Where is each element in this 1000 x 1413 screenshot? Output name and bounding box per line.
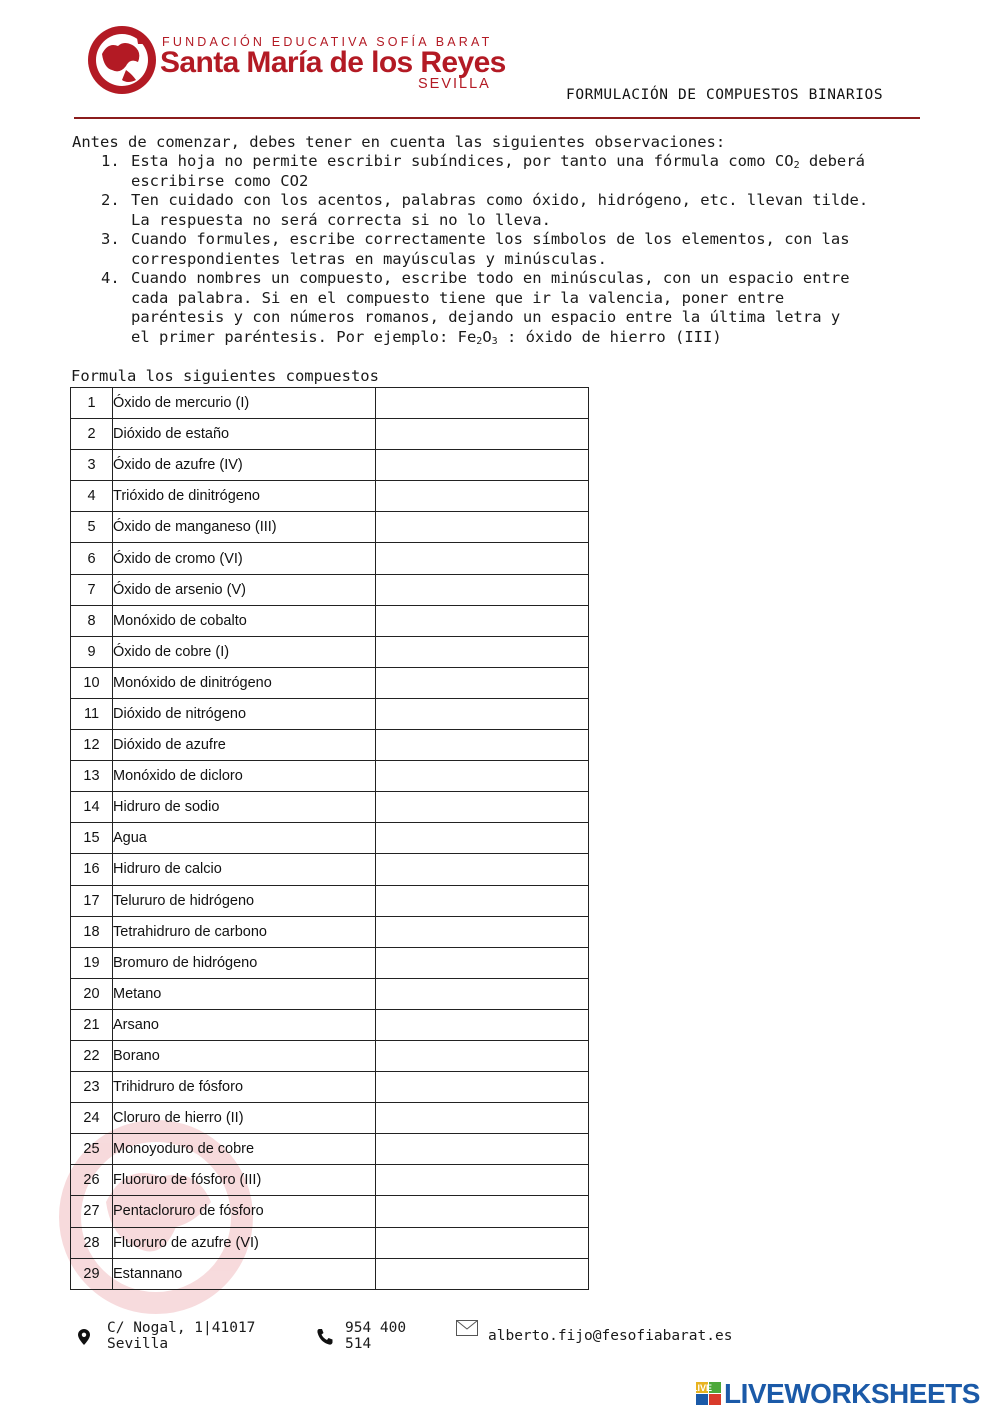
table-row xyxy=(71,1227,589,1258)
logo-school-name: Santa María de los Reyes xyxy=(160,46,506,79)
row-number: 29 xyxy=(71,1258,113,1289)
answer-field[interactable] xyxy=(376,916,589,947)
table-row xyxy=(71,605,589,636)
row-number: 25 xyxy=(71,1134,113,1165)
answer-field[interactable] xyxy=(376,730,589,761)
compound-name: Bromuro de hidrógeno xyxy=(113,947,376,978)
answer-field[interactable] xyxy=(376,1196,589,1227)
row-number: 27 xyxy=(71,1196,113,1227)
answer-field[interactable] xyxy=(376,636,589,667)
phone-text: 954 400 514 xyxy=(345,1320,407,1352)
row-number: 20 xyxy=(71,978,113,1009)
row-number: 28 xyxy=(71,1227,113,1258)
row-number: 6 xyxy=(71,543,113,574)
header-divider xyxy=(74,117,920,119)
answer-field[interactable] xyxy=(376,792,589,823)
table-row xyxy=(71,419,589,450)
answer-field[interactable] xyxy=(376,1009,589,1040)
row-number: 22 xyxy=(71,1040,113,1071)
compound-name: Fluoruro de fósforo (III) xyxy=(113,1165,376,1196)
table-row xyxy=(71,450,589,481)
table-row xyxy=(71,1196,589,1227)
answer-field[interactable] xyxy=(376,1165,589,1196)
observation-text: Cuando formules, escribe correctamente los símbolos de los elementos, con las correspondientes letras en mayúsculas y minúsculas. xyxy=(131,230,850,268)
footer xyxy=(0,1318,1000,1352)
row-number: 12 xyxy=(71,730,113,761)
compound-name: Óxido de cobre (I) xyxy=(113,636,376,667)
table-row xyxy=(71,1165,589,1196)
row-number: 14 xyxy=(71,792,113,823)
table-row xyxy=(71,823,589,854)
compounds-table xyxy=(70,387,589,1290)
answer-field[interactable] xyxy=(376,667,589,698)
table-row xyxy=(71,698,589,729)
observation-text-cont: deberá escribirse como CO2 xyxy=(131,152,865,190)
subscript: 2 xyxy=(793,160,800,171)
brand-text: LIVEWORKSHEETS xyxy=(724,1378,980,1409)
row-number: 8 xyxy=(71,605,113,636)
observation-text: Esta hoja no permite escribir subíndices, por tanto una fórmula como CO xyxy=(131,152,794,170)
liveworksheets-logo-icon xyxy=(691,1382,722,1406)
table-row xyxy=(71,667,589,698)
logo-city: SEVILLA xyxy=(418,76,491,92)
table-row xyxy=(71,854,589,885)
observations-list xyxy=(101,152,961,347)
table-row xyxy=(71,1040,589,1071)
observation-number: 2. xyxy=(101,191,120,209)
compound-name: Monóxido de dicloro xyxy=(113,761,376,792)
table-row xyxy=(71,512,589,543)
table-row xyxy=(71,1134,589,1165)
row-number: 17 xyxy=(71,885,113,916)
compound-name: Óxido de arsenio (V) xyxy=(113,574,376,605)
exercise-heading: Formula los siguientes compuestos xyxy=(71,367,379,385)
compound-name: Óxido de mercurio (I) xyxy=(113,388,376,419)
answer-field[interactable] xyxy=(376,978,589,1009)
page-title: FORMULACIÓN DE COMPUESTOS BINARIOS xyxy=(566,87,884,103)
row-number: 4 xyxy=(71,481,113,512)
email-text[interactable]: alberto.fijo@fesofiabarat.es xyxy=(488,1328,733,1344)
row-number: 10 xyxy=(71,667,113,698)
compound-name: Dióxido de estaño xyxy=(113,419,376,450)
formula-text: O xyxy=(482,327,492,346)
table-row xyxy=(71,1103,589,1134)
observation-item xyxy=(101,191,961,230)
compound-name: Óxido de manganeso (III) xyxy=(113,512,376,543)
subscript: 2 xyxy=(476,335,483,347)
row-number: 1 xyxy=(71,388,113,419)
compound-name: Hidruro de sodio xyxy=(113,792,376,823)
table-row xyxy=(71,916,589,947)
answer-field[interactable] xyxy=(376,543,589,574)
answer-field[interactable] xyxy=(376,698,589,729)
answer-field[interactable] xyxy=(376,1134,589,1165)
observation-number: 1. xyxy=(101,152,120,170)
observation-item xyxy=(101,269,961,347)
observation-text: Cuando nombres un compuesto, escribe todo en minúsculas, con un espacio entre cada palabra. Si en el compuesto tiene que ir la valencia, poner entre paréntesis y con números romanos, dejando un espacio entre la última letra y el primer paréntesis. Por ejemplo: Fe xyxy=(131,269,850,346)
school-logo xyxy=(86,24,506,98)
liveworksheets-brand xyxy=(691,1377,980,1411)
compound-name: Dióxido de nitrógeno xyxy=(113,698,376,729)
observation-text: Ten cuidado con los acentos, palabras como óxido, hidrógeno, etc. llevan tilde. La respuesta no será correcta si no lo lleva. xyxy=(131,191,869,229)
compound-name: Borano xyxy=(113,1040,376,1071)
compound-name: Telururo de hidrógeno xyxy=(113,885,376,916)
address-text: C/ Nogal, 1|41017 Sevilla xyxy=(107,1320,256,1352)
table-row xyxy=(71,947,589,978)
answer-field[interactable] xyxy=(376,854,589,885)
compound-name: Monóxido de dinitrógeno xyxy=(113,667,376,698)
observation-item xyxy=(101,152,961,191)
table-row xyxy=(71,761,589,792)
compound-name: Trihidruro de fósforo xyxy=(113,1072,376,1103)
table-row xyxy=(71,1072,589,1103)
logo-foundation-text: FUNDACIÓN EDUCATIVA SOFÍA BARAT xyxy=(162,35,493,49)
answer-field[interactable] xyxy=(376,1040,589,1071)
compound-name: Hidruro de calcio xyxy=(113,854,376,885)
compound-name: Monóxido de cobalto xyxy=(113,605,376,636)
table-row xyxy=(71,885,589,916)
observation-text-cont: : óxido de hierro (III) xyxy=(497,327,722,346)
row-number: 16 xyxy=(71,854,113,885)
table-row xyxy=(71,574,589,605)
intro-text: Antes de comenzar, debes tener en cuenta las siguientes observaciones: xyxy=(72,133,726,151)
row-number: 9 xyxy=(71,636,113,667)
table-row xyxy=(71,543,589,574)
observation-number: 3. xyxy=(101,230,120,248)
row-number: 18 xyxy=(71,916,113,947)
answer-field[interactable] xyxy=(376,947,589,978)
location-pin-icon xyxy=(78,1329,90,1345)
answer-field[interactable] xyxy=(376,1072,589,1103)
row-number: 11 xyxy=(71,698,113,729)
answer-field[interactable] xyxy=(376,1227,589,1258)
envelope-icon xyxy=(456,1320,478,1336)
globe-logo-icon xyxy=(86,24,158,96)
compound-name: Agua xyxy=(113,823,376,854)
compound-name: Óxido de cromo (VI) xyxy=(113,543,376,574)
row-number: 26 xyxy=(71,1165,113,1196)
compound-name: Metano xyxy=(113,978,376,1009)
table-row xyxy=(71,1009,589,1040)
row-number: 2 xyxy=(71,419,113,450)
compound-name: Pentacloruro de fósforo xyxy=(113,1196,376,1227)
compound-name: Dióxido de azufre xyxy=(113,730,376,761)
row-number: 23 xyxy=(71,1072,113,1103)
answer-field[interactable] xyxy=(376,388,589,419)
row-number: 24 xyxy=(71,1103,113,1134)
table-row xyxy=(71,978,589,1009)
subscript: 3 xyxy=(491,335,498,347)
observation-number: 4. xyxy=(101,269,120,287)
table-row xyxy=(71,730,589,761)
row-number: 5 xyxy=(71,512,113,543)
compound-name: Tetrahidruro de carbono xyxy=(113,916,376,947)
row-number: 15 xyxy=(71,823,113,854)
row-number: 19 xyxy=(71,947,113,978)
phone-icon xyxy=(316,1328,334,1346)
row-number: 7 xyxy=(71,574,113,605)
answer-field[interactable] xyxy=(376,823,589,854)
answer-field[interactable] xyxy=(376,1103,589,1134)
compound-name: Fluoruro de azufre (VI) xyxy=(113,1227,376,1258)
table-row xyxy=(71,388,589,419)
table-row xyxy=(71,481,589,512)
answer-field[interactable] xyxy=(376,450,589,481)
compound-name: Estannano xyxy=(113,1258,376,1289)
row-number: 21 xyxy=(71,1009,113,1040)
answer-field[interactable] xyxy=(376,1258,589,1289)
table-row xyxy=(71,636,589,667)
compound-name: Óxido de azufre (IV) xyxy=(113,450,376,481)
answer-field[interactable] xyxy=(376,512,589,543)
answer-field[interactable] xyxy=(376,885,589,916)
compound-name: Arsano xyxy=(113,1009,376,1040)
compound-name: Monoyoduro de cobre xyxy=(113,1134,376,1165)
compound-name: Cloruro de hierro (II) xyxy=(113,1103,376,1134)
observation-item xyxy=(101,230,961,269)
logo-letter: LIVE xyxy=(691,1383,713,1393)
answer-field[interactable] xyxy=(376,419,589,450)
compound-name: Trióxido de dinitrógeno xyxy=(113,481,376,512)
table-row xyxy=(71,1258,589,1289)
table-row xyxy=(71,792,589,823)
answer-field[interactable] xyxy=(376,481,589,512)
row-number: 13 xyxy=(71,761,113,792)
answer-field[interactable] xyxy=(376,605,589,636)
row-number: 3 xyxy=(71,450,113,481)
answer-field[interactable] xyxy=(376,574,589,605)
answer-field[interactable] xyxy=(376,761,589,792)
